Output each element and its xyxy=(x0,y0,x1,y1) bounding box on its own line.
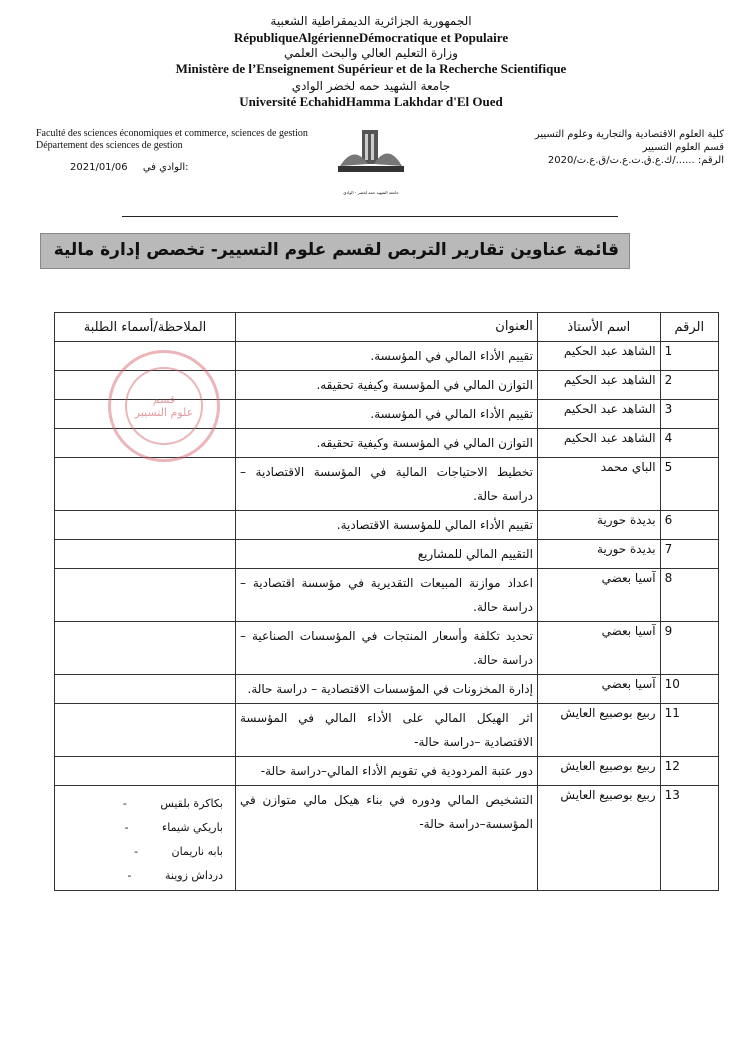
row-title: إدارة المخزونات في المؤسسات الاقتصادية – دراسة حالة. xyxy=(236,675,538,704)
row-title: دور عتبة المردودية في تقويم الأداء المالي–دراسة حالة- xyxy=(236,757,538,786)
row-note xyxy=(55,622,236,675)
row-note xyxy=(55,704,236,757)
header-fr-ministry: Ministère de l’Enseignement Supérieur et de la Recherche Scientifique xyxy=(175,61,567,76)
row-number: 12 xyxy=(660,757,718,786)
row-title: التوازن المالي في المؤسسة وكيفية تحقيقه. xyxy=(236,371,538,400)
page-title: قائمة عناوين تقارير التربص لقسم علوم التسيير- تخصص إدارة مالية xyxy=(40,233,630,269)
row-number: 4 xyxy=(660,429,718,458)
row-note xyxy=(55,540,236,569)
row-title: تحديد تكلفة وأسعار المنتجات في المؤسسات الصناعية – دراسة حالة. xyxy=(236,622,538,675)
row-number: 10 xyxy=(660,675,718,704)
row-title: التشخيص المالي ودوره في بناء هيكل مالي متوازن في المؤسسة–دراسة حالة- xyxy=(236,786,538,891)
date-line xyxy=(70,162,189,173)
header-fr-university: Université EchahidHamma Lakhdar d'El Oued xyxy=(239,94,503,109)
table-row xyxy=(55,675,719,704)
header-num: الرقم xyxy=(660,313,718,342)
student-name: بابه ناريمان - xyxy=(59,840,223,864)
date-value: 2021/01/06 xyxy=(70,162,128,173)
row-note xyxy=(55,458,236,511)
header-ar-ministry: وزارة التعليم العالي والبحث العلمي xyxy=(284,46,458,60)
row-number: 5 xyxy=(660,458,718,511)
row-title: تقييم الأداء المالي للمؤسسة الاقتصادية. xyxy=(236,511,538,540)
faculty-block-ar xyxy=(535,128,724,167)
header-fr-republic: RépubliqueAlgérienneDémocratique et Populaire xyxy=(233,30,509,45)
row-professor: الشاهد عبد الحكيم xyxy=(537,429,660,458)
table-row xyxy=(55,622,719,675)
horizontal-rule xyxy=(122,216,618,217)
row-title: تقييم الأداء المالي في المؤسسة. xyxy=(236,400,538,429)
row-note xyxy=(55,569,236,622)
row-title: اثر الهيكل المالي على الأداء المالي في المؤسسة الاقتصادية –دراسة حالة- xyxy=(236,704,538,757)
student-name: درداش زوينة - xyxy=(59,864,223,888)
row-note xyxy=(55,786,236,891)
table-row xyxy=(55,569,719,622)
row-number: 11 xyxy=(660,704,718,757)
university-logo xyxy=(334,126,408,195)
row-professor: آسيا بعضي xyxy=(537,569,660,622)
row-professor: الشاهد عبد الحكيم xyxy=(537,371,660,400)
department-name-ar: قسم العلوم التسيير xyxy=(642,142,724,153)
row-professor: ربيع بوصبيع العايش xyxy=(537,786,660,891)
row-number: 9 xyxy=(660,622,718,675)
row-title: التوازن المالي في المؤسسة وكيفية تحقيقه. xyxy=(236,429,538,458)
table-header-row xyxy=(55,313,719,342)
header-prof: اسم الأستاذ xyxy=(537,313,660,342)
header-note: الملاحظة/أسماء الطلبة xyxy=(55,313,236,342)
row-note xyxy=(55,675,236,704)
row-professor: ربيع بوصبيع العايش xyxy=(537,704,660,757)
table-row xyxy=(55,458,719,511)
student-name: باريكي شيماء - xyxy=(59,816,223,840)
student-name: بكاكرة بلقيس - xyxy=(59,792,223,816)
stamp-line1: قسم xyxy=(152,393,176,406)
logo-caption: جامعة الشهيد حمه لخضر - الوادي xyxy=(343,190,399,195)
student-list xyxy=(59,788,231,888)
row-number: 6 xyxy=(660,511,718,540)
row-title: التقييم المالي للمشاريع xyxy=(236,540,538,569)
row-professor: آسيا بعضي xyxy=(537,622,660,675)
department-name-fr: Département des sciences de gestion xyxy=(36,140,183,151)
row-professor: الباي محمد xyxy=(537,458,660,511)
reference-number: الرقم: ....../ك.ع.ق.ت.ع.ت/ق.ع.ت/2020 xyxy=(547,155,724,166)
row-professor: الشاهد عبد الحكيم xyxy=(537,400,660,429)
row-number: 8 xyxy=(660,569,718,622)
row-professor: آسيا بعضي xyxy=(537,675,660,704)
header-title: العنوان xyxy=(236,313,538,342)
faculty-name-ar: كلية العلوم الاقتصادية والتجارية وعلوم التسيير xyxy=(534,129,724,140)
row-number: 3 xyxy=(660,400,718,429)
row-title: تقييم الأداء المالي في المؤسسة. xyxy=(236,342,538,371)
faculty-name-fr: Faculté des sciences économiques et commerce, sciences de gestion xyxy=(36,128,308,139)
table-row xyxy=(55,511,719,540)
row-number: 2 xyxy=(660,371,718,400)
row-professor: ربيع بوصبيع العايش xyxy=(537,757,660,786)
row-number: 1 xyxy=(660,342,718,371)
row-title: تخطيط الاحتياجات المالية في المؤسسة الاقتصادية – دراسة حالة. xyxy=(236,458,538,511)
header-ar-university: جامعة الشهيد حمه لخضر الوادي xyxy=(291,79,451,93)
row-title: اعداد موازنة المبيعات التقديرية في مؤسسة اقتصادية – دراسة حالة. xyxy=(236,569,538,622)
table-row xyxy=(55,757,719,786)
row-number: 13 xyxy=(660,786,718,891)
department-stamp xyxy=(108,350,220,462)
table-row xyxy=(55,540,719,569)
row-professor: بديدة حورية xyxy=(537,511,660,540)
row-note xyxy=(55,757,236,786)
row-note xyxy=(55,511,236,540)
row-number: 7 xyxy=(660,540,718,569)
table-row xyxy=(55,704,719,757)
row-professor: بديدة حورية xyxy=(537,540,660,569)
date-label: الوادي في: xyxy=(142,162,189,173)
table-row xyxy=(55,786,719,891)
header-ar-republic: الجمهورية الجزائرية الديمقراطية الشعبية xyxy=(270,14,472,28)
faculty-block-fr xyxy=(36,128,308,152)
row-professor: الشاهد عبد الحكيم xyxy=(537,342,660,371)
stamp-line2: علوم التسيير xyxy=(134,406,194,419)
